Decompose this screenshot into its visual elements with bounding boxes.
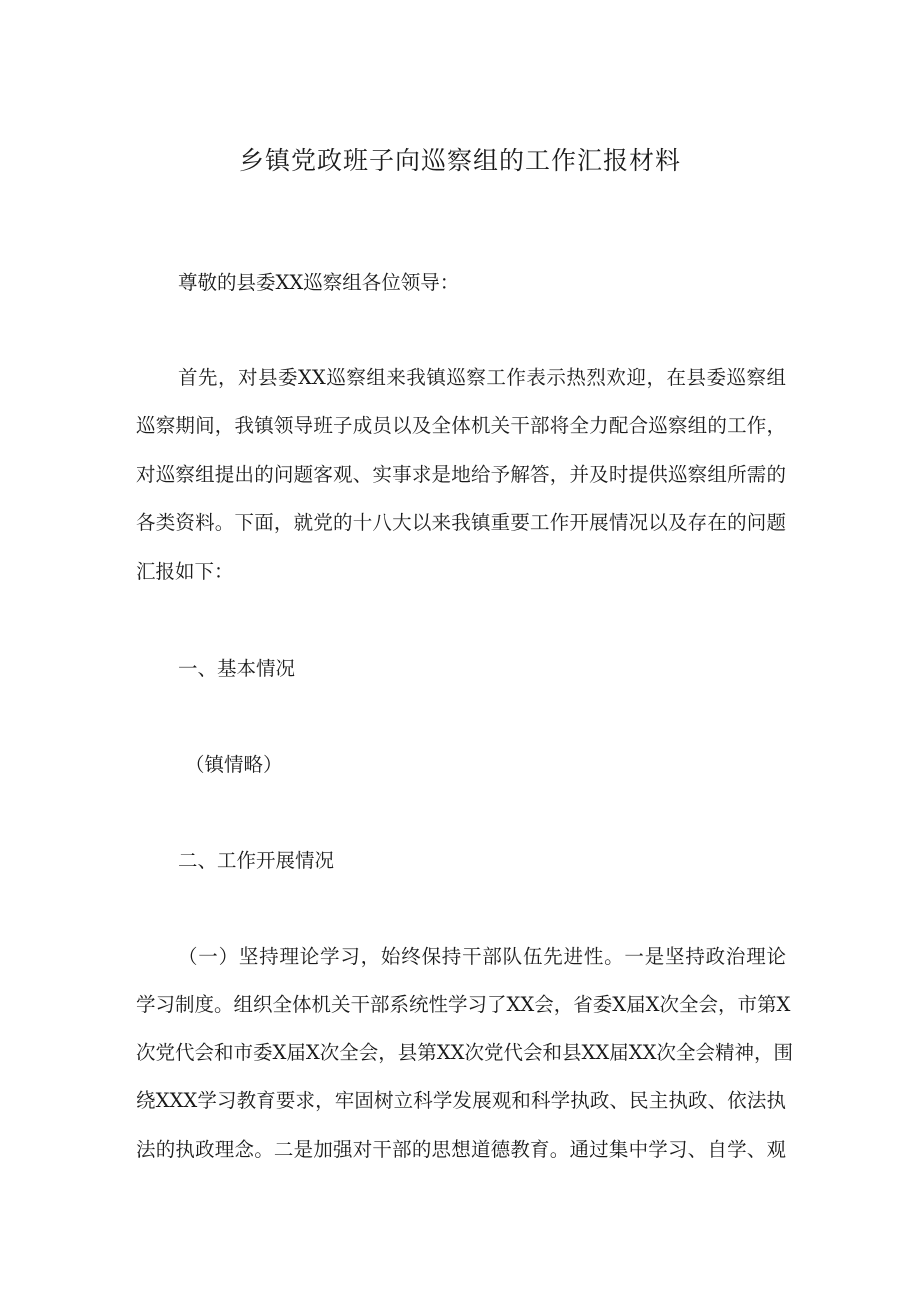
body-line: 绕XXX学习教育要求，牢固树立科学发展观和科学执政、民主执政、依法执 <box>136 1089 786 1112</box>
intro-line: 对巡察组提出的问题客观、实事求是地给予解答，并及时提供巡察组所需的 <box>136 463 786 486</box>
intro-line: 各类资料。下面，就党的十八大以来我镇重要工作开展情况以及存在的问题 <box>136 511 786 534</box>
salutation: 尊敬的县委XX巡察组各位领导： <box>178 271 460 294</box>
body-line: 法的执政理念。二是加强对干部的思想道德教育。通过集中学习、自学、观 <box>136 1138 786 1161</box>
intro-line: 巡察期间，我镇领导班子成员以及全体机关干部将全力配合巡察组的工作， <box>136 414 786 437</box>
section-note: （镇情略） <box>185 753 283 776</box>
intro-line: 汇报如下： <box>136 560 234 583</box>
body-line: 次党代会和市委X届X次全会，县第XX次党代会和县XX届XX次全会精神，围 <box>136 1041 794 1064</box>
body-line: 学习制度。组织全体机关干部系统性学习了XX会，省委X届X次全会，市第X <box>136 993 791 1016</box>
document-title: 乡镇党政班子向巡察组的工作汇报材料 <box>238 146 681 175</box>
section-heading: 一、基本情况 <box>178 657 296 680</box>
body-line: （一）坚持理论学习，始终保持干部队伍先进性。一是坚持政治理论 <box>178 945 786 968</box>
section-heading: 二、工作开展情况 <box>178 849 335 872</box>
intro-line: 首先，对县委XX巡察组来我镇巡察工作表示热烈欢迎，在县委巡察组 <box>178 366 786 389</box>
